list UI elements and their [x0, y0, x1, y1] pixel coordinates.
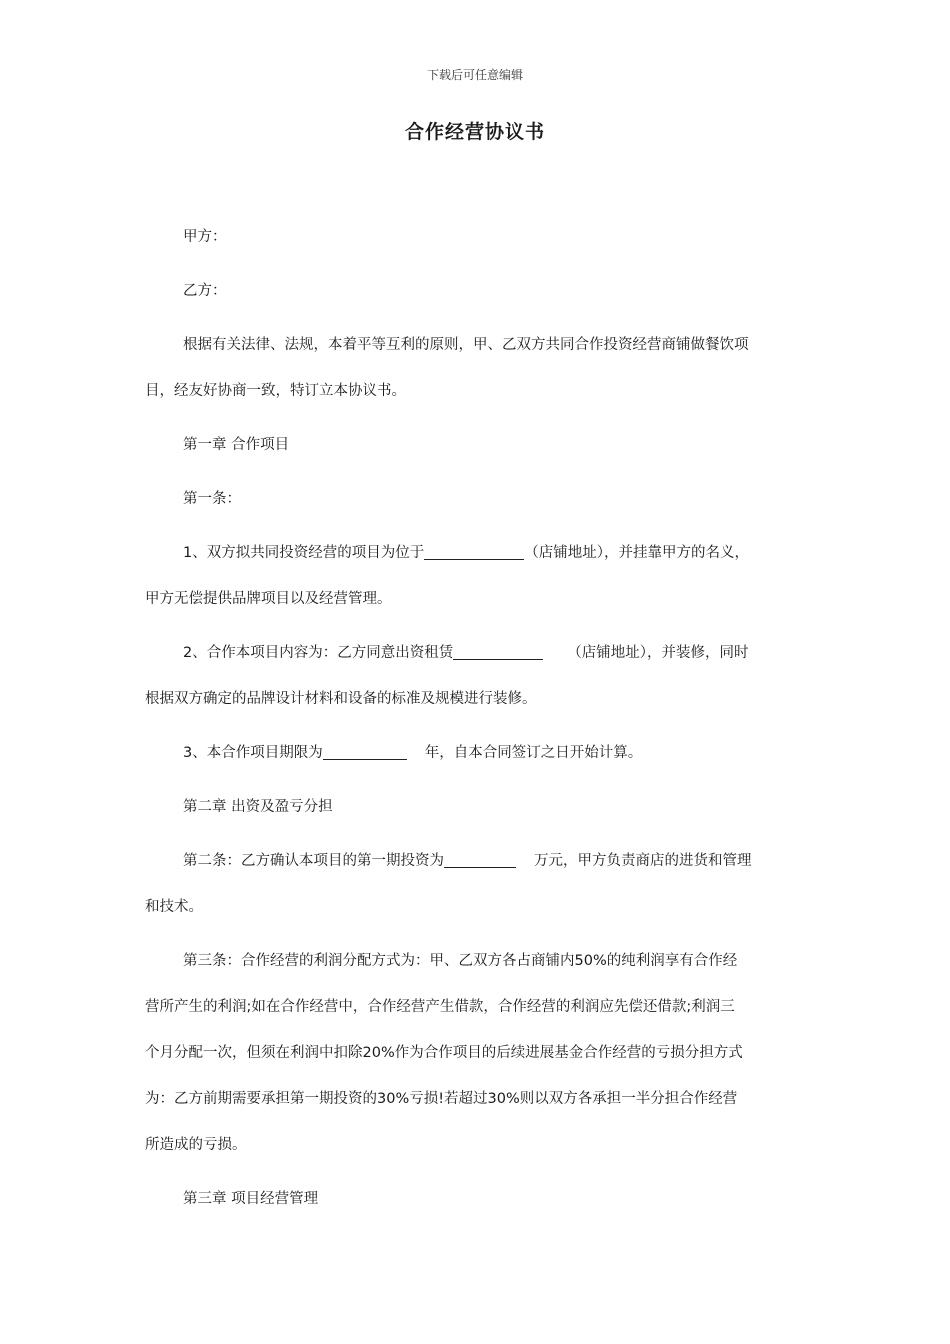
article-3-line-3: 个月分配一次，但须在利润中扣除20%作为合作项目的后续进展基金合作经营的亏损分担方式 [145, 1045, 743, 1061]
article-2-post: 万元，甲方负责商店的进货和管理 [534, 853, 752, 869]
intro-line-2: 目，经友好协商一致，特订立本协议书。 [145, 383, 406, 399]
article-2 [145, 838, 805, 884]
article-3-line-4: 为：乙方前期需要承担第一期投资的30%亏损!若超过30%则以双方各承担一半分担合作经营 [145, 1091, 738, 1107]
item-3-post: 年，自本合同签订之日开始计算。 [424, 745, 643, 761]
item-2-cont: 根据双方确定的品牌设计材料和设备的标准及规模进行装修。 [145, 691, 537, 707]
item-1 [145, 530, 805, 576]
document-title: 合作经营协议书 [404, 121, 545, 143]
item-1-post: （店铺地址），并挂靠甲方的名义， [524, 545, 749, 561]
item-3 [145, 730, 805, 776]
article-3-line-1: 第三条：合作经营的利润分配方式为：甲、乙双方各占商铺内50%的纯利润享有合作经 [183, 953, 738, 969]
investment-blank[interactable] [444, 851, 516, 868]
intro-line-1: 根据有关法律、法规，本着平等互利的原则，甲、乙双方共同合作投资经营商铺做餐饮项 [183, 337, 749, 353]
item-1-cont: 甲方无偿提供品牌项目以及经营管理。 [145, 591, 392, 607]
address-blank-1[interactable] [424, 543, 524, 560]
item-2-pre: 2、合作本项目内容为：乙方同意出资租赁 [183, 645, 454, 661]
item-2 [145, 630, 805, 676]
item-1-pre: 1、双方拟共同投资经营的项目为位于 [183, 545, 425, 561]
intro-paragraph-cont [145, 368, 805, 414]
article-3-line-5: 所造成的亏损。 [145, 1137, 247, 1153]
item-2-post: （店铺地址），并装修，同时 [567, 645, 749, 661]
header-note: 下载后可任意编辑 [426, 68, 523, 82]
article-3-line-2: 营所产生的利润;如在合作经营中，合作经营产生借款，合作经营的利润应先偿还借款;利润三 [145, 999, 735, 1015]
address-blank-2[interactable] [453, 643, 543, 660]
party-b-label: 乙方： [183, 283, 227, 299]
article-1-heading: 第一条： [183, 491, 241, 507]
article-2-pre: 第二条：乙方确认本项目的第一期投资为 [183, 853, 444, 869]
chapter-1-heading: 第一章 合作项目 [183, 437, 290, 453]
party-a-label: 甲方： [183, 229, 227, 245]
document-body [145, 214, 805, 1222]
chapter-3-heading: 第三章 项目经营管理 [183, 1191, 319, 1207]
term-years-blank[interactable] [323, 743, 407, 760]
intro-paragraph [145, 322, 805, 368]
article-2-cont: 和技术。 [145, 899, 203, 915]
chapter-2-heading: 第二章 出资及盈亏分担 [183, 799, 333, 815]
item-3-pre: 3、本合作项目期限为 [183, 745, 323, 761]
